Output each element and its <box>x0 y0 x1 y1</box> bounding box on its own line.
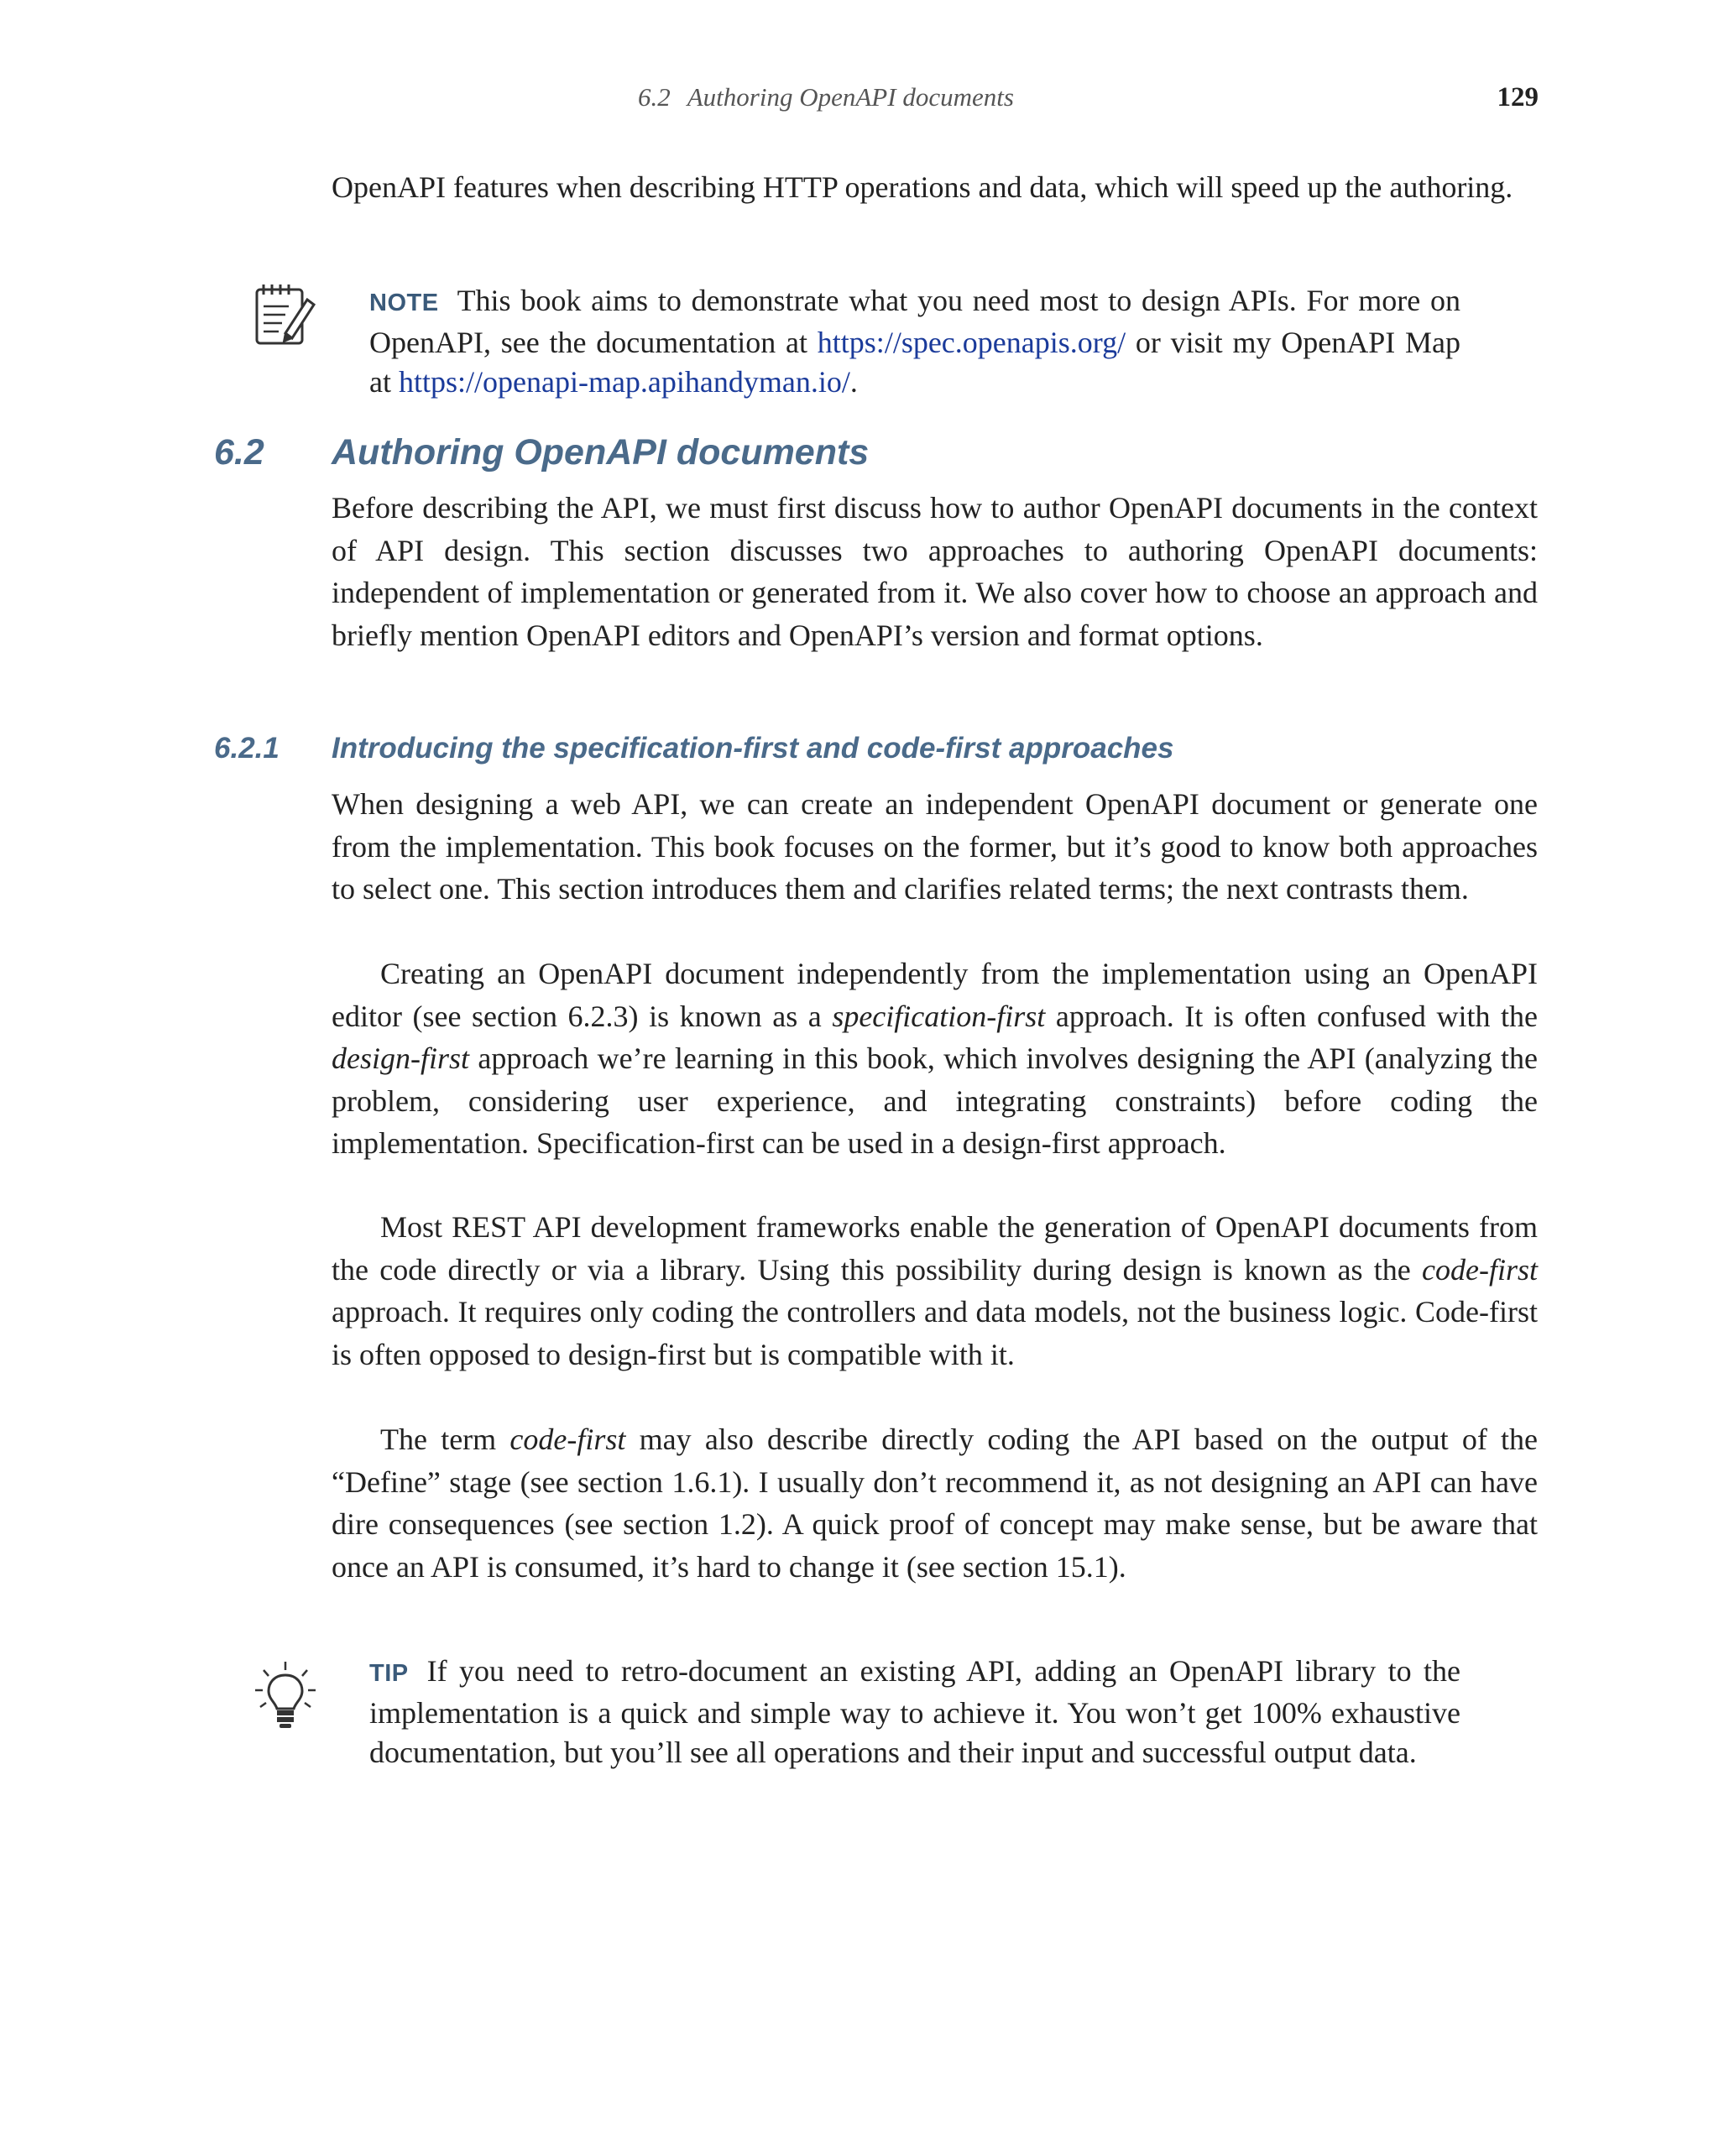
section-6-2-paragraph: Before describing the API, we must first discuss how to author OpenAPI documents in the context of API design. This section discusses two approaches to authoring OpenAPI documents: independent of implementation or generated from it. We also cover how to choose an approach and briefly mention OpenAPI editors and OpenAPI’s version and format options. <box>332 491 1538 652</box>
running-head-section-number: 6.2 <box>638 82 671 112</box>
note-text-part-2: or visit my OpenAPI Map at <box>369 326 1461 399</box>
tip-text <box>369 1652 1460 1772</box>
paragraph-2-emphasis-2: design-first <box>332 1041 470 1075</box>
paragraph-4-part-2: may also describe directly coding the API based on the output of the “Define” stage (see section 1.6.1). I usually don’t recommend it, as not designing an API can have dire consequences (see section 1.2). A quick proof of concept may make sense, but be aware that once an API is consumed, it’s hard to change it (see section 15.1). <box>332 1423 1539 1584</box>
section-6-2-heading <box>214 432 1557 483</box>
running-head <box>0 82 1719 116</box>
paragraph-2-part-2: approach. It is often confused with the <box>1055 999 1539 1033</box>
paragraph-2-part-3: approach we’re learning in this book, which involves designing the API (analyzing the problem, considering user experience, and integrating constraints) before coding the implementation. Specification-first can be used in a design-first approach. <box>332 1041 1539 1160</box>
openapi-map-link[interactable]: https://openapi-map.apihandyman.io/ <box>398 365 850 399</box>
tip-callout <box>252 1652 1460 1811</box>
paragraph-2-emphasis-1: specification-first <box>832 999 1046 1033</box>
running-head-section-title: Authoring OpenAPI documents <box>687 82 1014 112</box>
intro-paragraph: OpenAPI features when describing HTTP operations and data, which will speed up the authoring. <box>332 170 1513 204</box>
note-callout <box>252 281 1460 399</box>
section-6-2-1-heading <box>214 732 1557 774</box>
lightbulb-icon <box>252 1660 319 1736</box>
section-6-2-number: 6.2 <box>214 432 264 472</box>
spec-openapis-link[interactable]: https://spec.openapis.org/ <box>817 326 1126 359</box>
paragraph-2-part-1: Creating an OpenAPI document independently from the implementation using an OpenAPI editor (see section 6.2.3) is known as a <box>332 957 1538 1033</box>
paragraph-3-emphasis-1: code-first <box>1422 1252 1539 1287</box>
section-6-2-title: Authoring OpenAPI documents <box>332 432 870 472</box>
section-6-2-1-number: 6.2.1 <box>214 732 280 765</box>
note-text-part-1: This book aims to demonstrate what you need most to design APIs. For more on OpenAPI, see the documentation at <box>369 284 1460 359</box>
note-text-part-3: . <box>849 365 858 399</box>
paragraph-3-part-2: approach. It requires only coding the controllers and data models, not the business logic. Code-first is often opposed to design-first but is compatible with it. <box>332 1295 1538 1371</box>
tip-body: If you need to retro-document an existing API, adding an OpenAPI library to the implementation is a quick and simple way to achieve it. You won’t get 100% exhaustive documentation, but you’ll see all operations and their input and successful output data. <box>369 1654 1460 1769</box>
paragraph-4-emphasis-1: code-first <box>509 1423 626 1456</box>
tip-label: TIP <box>369 1660 409 1687</box>
page-number: 129 <box>1497 82 1539 112</box>
notepad-pencil-icon <box>252 281 319 357</box>
section-6-2-1-paragraph-4 <box>332 1418 1538 1588</box>
section-6-2-1-title: Introducing the specification-first and code-first approaches <box>332 732 1174 765</box>
note-text <box>369 281 1460 402</box>
section-6-2-1-paragraph-1: When designing a web API, we can create an independent OpenAPI document or generate one from the implementation. This book focuses on the former, but it’s good to know both approaches to select one. This section introduces them and clarifies related terms; the next contrasts them. <box>332 787 1538 906</box>
paragraph-4-part-1: The term <box>380 1423 497 1456</box>
section-6-2-1-paragraph-3 <box>332 1206 1538 1376</box>
note-label: NOTE <box>369 290 439 316</box>
running-head-title <box>638 82 1014 112</box>
paragraph-3-part-1: Most REST API development frameworks enable the generation of OpenAPI documents from the code directly or via a library. Using this possibility during design is known as the <box>332 1210 1538 1287</box>
section-6-2-1-paragraph-2 <box>332 953 1538 1165</box>
